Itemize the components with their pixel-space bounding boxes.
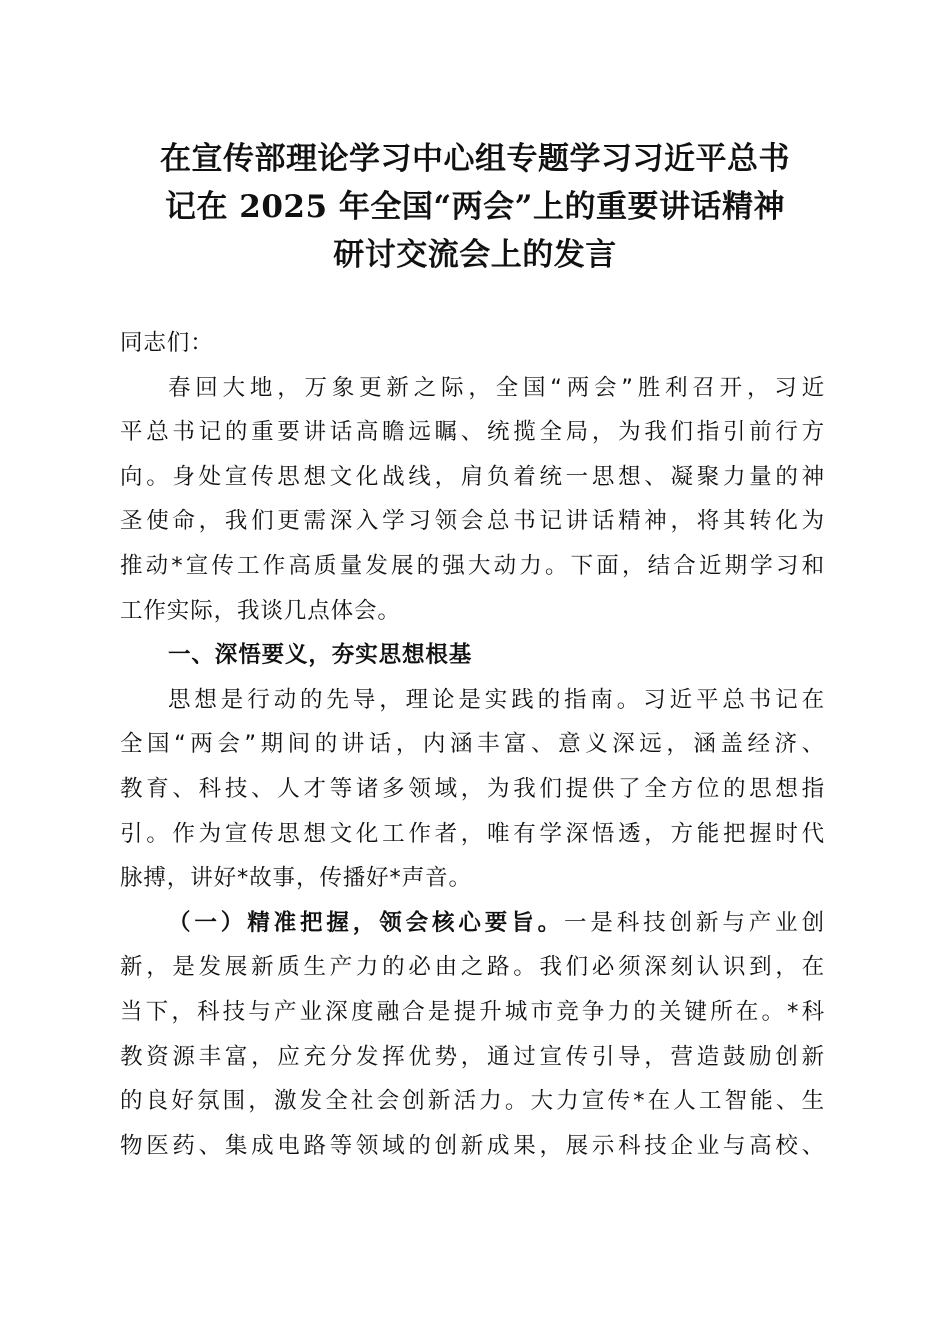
subsection-line: 的良好氛围，激发全社会创新活力。大力宣传*在人工智能、生	[120, 1088, 825, 1115]
subsection-line: 当下，科技与产业深度融合是提升城市竞争力的关键所在。*科	[120, 998, 825, 1025]
document-body	[120, 321, 825, 1168]
section-line: 脉搏，讲好*故事，传播好*声音。	[120, 865, 472, 892]
subsection-line: 教资源丰富，应充分发挥优势，通过宣传引导，营造鼓励创新	[120, 1043, 825, 1070]
intro-line: 推动*宣传工作高质量发展的强大动力。下面，结合近期学习和	[120, 552, 825, 579]
section-line: 教育、科技、人才等诸多领域，为我们提供了全方位的思想指	[120, 775, 825, 802]
section-line: 思想是行动的先导，理论是实践的指南。习近平总书记在	[168, 686, 825, 713]
intro-line: 圣使命，我们更需深入学习领会总书记讲话精神，将其转化为	[120, 508, 825, 535]
subsection-line: 物医药、集成电路等领域的创新成果，展示科技企业与高校、	[120, 1132, 825, 1159]
document-title	[100, 135, 850, 279]
title-line-2: 记在 2025 年全国“两会”上的重要讲话精神	[164, 189, 786, 225]
section-line: 引。作为宣传思想文化工作者，唯有学深悟透，方能把握时代	[120, 820, 825, 847]
intro-line: 春回大地，万象更新之际，全国“两会”胜利召开，习近	[168, 374, 825, 401]
salutation: 同志们：	[120, 330, 214, 356]
intro-line: 平总书记的重要讲话高瞻远瞩、统揽全局，为我们指引前行方	[120, 419, 825, 446]
title-line-1: 在宣传部理论学习中心组专题学习习近平总书	[160, 141, 790, 177]
subsection-first-text: 一是科技创新与产业创	[563, 909, 825, 936]
subsection-heading: （一）精准把握，领会核心要旨。	[168, 909, 564, 936]
intro-line: 向。身处宣传思想文化战线，肩负着统一思想、凝聚力量的神	[120, 463, 825, 490]
subsection-first-line	[120, 901, 825, 946]
section-heading: 一、深悟要义，夯实思想根基	[168, 642, 473, 669]
intro-line: 工作实际，我谈几点体会。	[120, 597, 401, 624]
subsection-line: 新，是发展新质生产力的必由之路。我们必须深刻认识到，在	[120, 954, 825, 981]
section-line: 全国“两会”期间的讲话，内涵丰富、意义深远，涵盖经济、	[120, 731, 825, 758]
title-line-3: 研讨交流会上的发言	[333, 237, 617, 273]
